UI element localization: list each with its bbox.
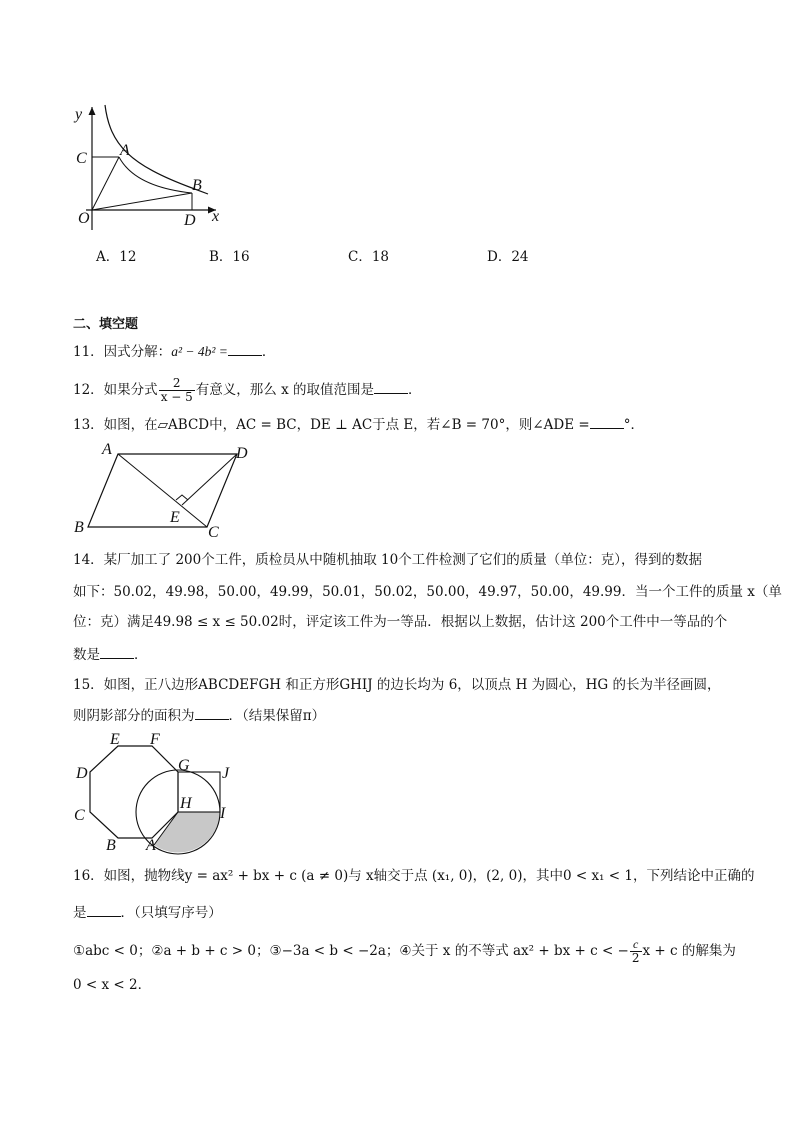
choice-a[interactable]: A．12 <box>96 249 137 265</box>
q14-answer-blank[interactable] <box>100 644 134 659</box>
q12-numerator: 2 <box>159 377 195 391</box>
label-G: G <box>178 757 190 774</box>
label-E: E <box>110 731 120 748</box>
question-14-line-1: 14．某厂加工了 200个工件，质检员从中随机抽取 10个工件检测了它们的质量（单位：克），得到的数据 <box>73 552 702 568</box>
choice-c[interactable]: C．18 <box>348 249 390 265</box>
q15-answer-blank[interactable] <box>195 705 229 720</box>
label-D: D <box>76 765 88 782</box>
q11-end: ． <box>261 344 276 360</box>
diagonal-AC <box>118 454 207 527</box>
q16-conclusions: ①abc < 0；②a + b + c > 0；③−3a < b < −2a；④关于 x 的不等式 ax² + bx + c < − <box>73 943 629 959</box>
q11-prefix: 11．因式分解： <box>73 344 172 360</box>
q12-answer-blank[interactable] <box>374 379 408 394</box>
label-C: C <box>76 150 87 167</box>
question-16-line-4: 0 < x < 2． <box>73 977 152 993</box>
q16-line3-end: x + c 的解集为 <box>642 943 736 959</box>
section-heading: 二、填空题 <box>73 317 139 332</box>
label-F: F <box>150 731 160 748</box>
right-angle-mark-icon <box>176 495 188 500</box>
q16-fraction <box>630 938 642 965</box>
question-14-line-4 <box>73 644 148 665</box>
q15-line2-end: ．（结果保留π） <box>228 708 326 724</box>
octagon-ABCDEFGH <box>90 746 178 838</box>
arc-AB <box>119 157 192 193</box>
q12-denominator: x − 5 <box>160 390 193 404</box>
label-A: A <box>102 441 112 458</box>
label-H: H <box>180 795 192 812</box>
q13-end: °． <box>623 417 644 433</box>
question-16-line-1: 16．如图，抛物线y = ax² + bx + c (a ≠ 0)与 x轴交于点 (x₁, 0)，(2, 0)，其中0 < x₁ < 1，下列结论中正确的 <box>73 868 755 884</box>
q14-line4-start: 数是 <box>73 647 100 663</box>
label-O: O <box>78 210 90 227</box>
question-11 <box>73 341 275 362</box>
label-C: C <box>208 524 219 541</box>
question-15-line-1: 15．如图，正八边形ABCDEFGH 和正方形GHIJ 的边长均为 6，以顶点 H 为圆心，HG 的长为半径画圆， <box>73 677 721 693</box>
segment-DE <box>182 454 237 505</box>
q12-prefix: 12．如果分式 <box>73 382 158 398</box>
q16-fraction-denominator: 2 <box>631 951 640 965</box>
y-axis-arrow-icon <box>89 107 96 115</box>
label-A: A <box>120 142 130 159</box>
label-x: x <box>212 208 220 225</box>
q12-fraction <box>159 377 195 404</box>
q16-line2-start: 是 <box>73 905 87 921</box>
q10-figure <box>70 105 220 235</box>
label-A: A <box>146 837 156 854</box>
q16-line2-end: ．（只填写序号） <box>120 905 222 921</box>
shaded-region <box>154 812 220 853</box>
q16-answer-blank[interactable] <box>87 902 121 917</box>
q11-answer-blank[interactable] <box>228 341 262 356</box>
label-D: D <box>184 212 196 229</box>
question-14-line-3: 位：克）满足49.98 ≤ x ≤ 50.02时，评定该工件为一等品．根据以上数据，估计这 200个工件中一等品的个 <box>73 614 728 630</box>
question-13 <box>73 414 644 435</box>
question-16-line-2 <box>73 902 222 923</box>
q14-line4-end: ． <box>134 647 148 663</box>
choice-d[interactable]: D．24 <box>487 249 529 265</box>
question-16-line-3 <box>73 934 736 968</box>
label-B: B <box>106 837 116 854</box>
q16-fraction-numerator: c <box>630 938 642 952</box>
q12-middle: 有意义，那么 x 的取值范围是 <box>195 382 374 398</box>
label-E: E <box>170 509 180 526</box>
q13-answer-blank[interactable] <box>590 414 624 429</box>
segment-OB <box>92 193 192 210</box>
q13-figure <box>72 441 262 541</box>
question-15-line-2 <box>73 705 325 726</box>
q11-expression: a² − 4b² = <box>171 344 228 359</box>
q13-text: 13．如图，在▱ABCD中，AC = BC，DE ⊥ AC于点 E，若∠B = 70°，则∠ADE = <box>73 417 590 433</box>
q15-figure <box>70 732 240 852</box>
q12-end: ． <box>407 382 422 398</box>
choice-b[interactable]: B．16 <box>209 249 250 265</box>
q15-line2-start: 则阴影部分的面积为 <box>73 708 195 724</box>
question-12 <box>73 374 421 406</box>
label-I: I <box>220 805 226 822</box>
label-B: B <box>192 177 202 194</box>
label-B: B <box>74 519 84 536</box>
label-J: J <box>222 765 230 782</box>
label-D: D <box>236 445 248 462</box>
label-C: C <box>74 807 85 824</box>
question-14-line-2: 如下：50.02，49.98，50.00，49.99，50.01，50.02，50.00，49.97，50.00，49.99．当一个工件的质量 x（单 <box>73 584 782 600</box>
label-y: y <box>75 106 83 123</box>
segment-OA <box>92 157 119 210</box>
